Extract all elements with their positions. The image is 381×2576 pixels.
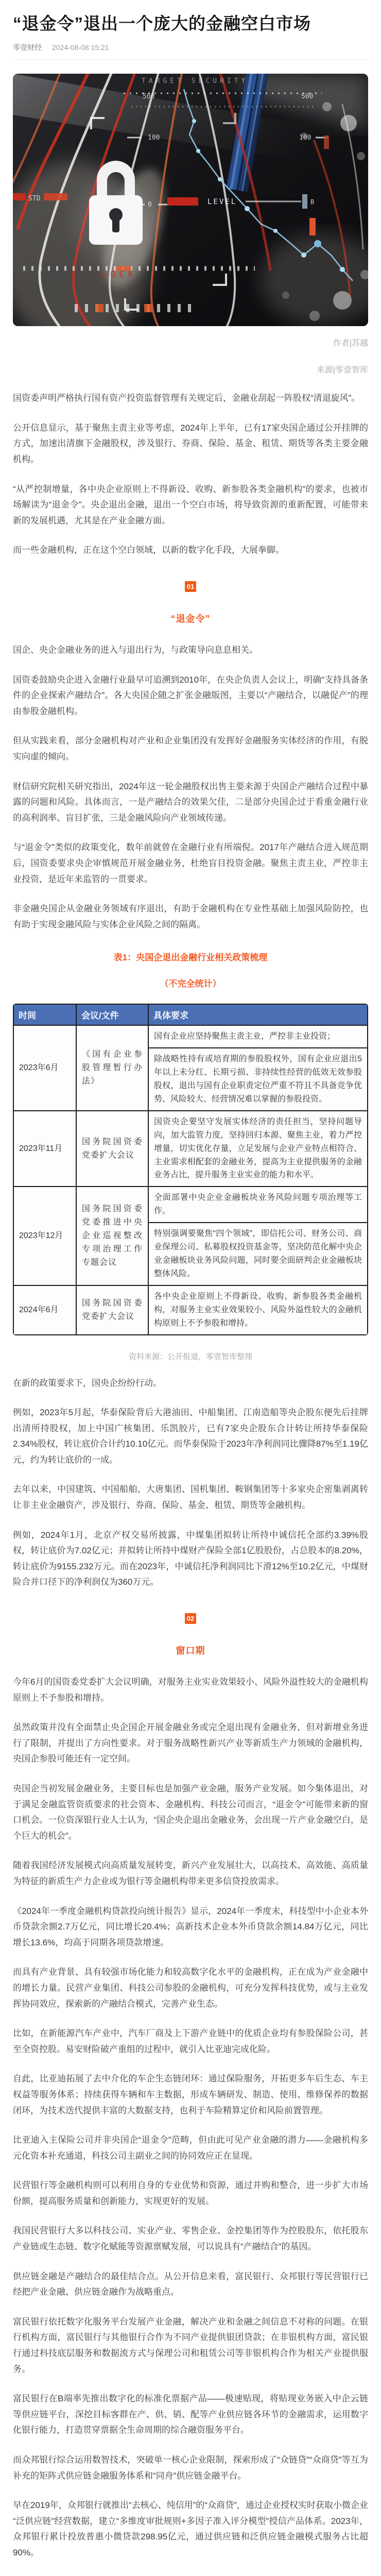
table-cell-requirement: 全面部署中央企业金融板块业务风险问题专项治理等工作。 <box>148 1187 368 1223</box>
paragraph: 供应链金融是产融结合的最佳结合点。从公开信息来看，富民银行、众邦银行等民营银行已经把产业金融、供应链金融作为战略重点。 <box>13 2271 368 2297</box>
paragraph: 今年6月的国资委党委扩大会议明确，对服务主业实业效果较小、风险外溢性较大的金融机构原则上不予参股和增持。 <box>13 1677 368 1703</box>
table-row <box>13 1111 368 1187</box>
byline <box>13 42 368 53</box>
table-cell-doc: 《国有企业参股管理暂行办法》 <box>76 1025 148 1111</box>
paragraph: 随着我国经济发展模式向高质量发展转变，新兴产业发展壮大，以高技术、高效能、高质量为特征的新质生产力企业或为银行等金融机构带来更多信贷投放需求。 <box>13 1860 368 1886</box>
paragraph: 《2024年一季度金融机构贷款投向统计报告》显示，2024年一季度末，科技型中小企业本外币贷款余额2.7万亿元，同比增长20.4%；高新技术企业本外币贷款余额14.84万亿元，同比增长13.6%，均高于同期各项贷款增速。 <box>13 1906 368 1947</box>
paragraph: 而一些金融机构，正在这个空白领域，以新的数字化手段，大展拳脚。 <box>13 545 284 555</box>
hero-image-canvas <box>13 74 368 326</box>
table-cell-requirement: 除战略性持有或培育期的参股股权外，国有企业应退出5年以上未分红、长期亏损、非持续性经营的低效无效参股股权，退出与国有企业职责定位严重不符且不具备竞争优势、风险较大、经营情况难以掌握的参股投资。 <box>148 1048 368 1111</box>
hero-dotted-title: TARGET SECURITY <box>142 77 249 86</box>
hero-level-label: LEVEL <box>207 198 237 207</box>
source-line: 来源|零壹智库 <box>316 366 368 375</box>
table-cell-requirement: 国有企业应坚持聚焦主责主业，严控非主业投资； <box>148 1025 368 1048</box>
hero-image <box>13 74 368 326</box>
paragraph: “从严控制增量，各中央企业原则上不得新设、收购、新参股各类金融机构”的要求，也被市场解读为“退金令”。央企退出金融，退出一个空白市场，将导致资源的重新配置，可能带来新的发展机遇，尤其是在产业金融方面。 <box>13 484 368 526</box>
table-cell-requirement: 特别强调要聚焦“四个领域”，即信托公司、财务公司、商业保理公司、私募股权投资基金等，坚决防范化解中央企业金融板块业务风险问题，同时要全面研判企业金融板块整体风险。 <box>148 1223 368 1285</box>
paragraph: 早在2019年，众邦银行就推出“去核心、纯信用”的“众商贷”，通过企业授权实时获取小微企业“泛供应链”经营数据，建立“多维度审批规则+多因子准入评分模型”授信产品体系。2023年，众邦银行累计投放普惠小微贷款298.95亿元，通过供应链和泛供应链金融模式服务占比超90%。 <box>13 2500 368 2557</box>
section-heading: “退金令” <box>170 613 211 624</box>
table-cell-time: 2023年12月 <box>13 1187 76 1285</box>
paragraph: 例如，2024年1月，北京产权交易所披露，中煤集团拟转让所持中诚信托全部约3.39%股权，转让底价为7.02亿元；并拟转让所持中煤财产保险全部1亿股股份，占总股本的8.20%，转让底价为9155.232万元。而在2023年，中诚信托净利润同比下滑12%至10.2亿元，中煤财险合并口径下的净利润仅为360万元。 <box>13 1530 368 1587</box>
hero-b-label: B <box>310 198 315 206</box>
paragraph: 在新的政策要求下，国央企纷纷行动。 <box>13 1378 162 1388</box>
hero-scale-100-right: 100 <box>299 134 311 142</box>
table-source-note: 资料来源：公开报道，零壹智库整理 <box>128 1352 252 1361</box>
paragraph: 虽然政策并没有全面禁止央企国企开展金融业务或完全退出现有金融业务，但对新增业务进行了限制，并提出了方向性要求。对于服务战略性新兴产业等新质生产力领域的金融机构，央国企参股可能还有一定空间。 <box>13 1722 368 1764</box>
article-body-rest <box>13 1376 368 2561</box>
table-col-req: 具体要求 <box>148 1004 368 1025</box>
table-row <box>13 1187 368 1223</box>
header-divider <box>13 59 368 60</box>
paragraph: 比如，在新能源汽车产业中，汽车厂商及上下游产业链中的优质企业均有参股保险公司，甚至全资控股。易安财险破产重组的过程中，就引入比亚迪完成化险。 <box>13 2028 368 2054</box>
paragraph: 财信研究院相关研究指出，2024年这一轮金融股权出售主要来源于央国企产融结合过程中暴露的问题和风险。具体而言，一是产融结合的效果欠佳，二是部分央国企过于看重金融行业的高利润率、盲目扩张，三是金融风险向产业领域传递。 <box>13 781 368 823</box>
hero-scale-100-left: 100 <box>148 134 160 142</box>
table-col-doc: 会议/文件 <box>76 1004 148 1025</box>
paragraph: 富民银行在B端率先推出数字化的标准化票据产品——极速贴现，将贴现业务嵌入中企云链等供应链平台，深挖目标客群在产、供、销、配等产业供应链各环节的金融需求，运用数字化银行能力，打造贯穿票据全生命周期的综合融资服务平台。 <box>13 2394 368 2435</box>
table-subtitle: （不完全统计） <box>160 979 221 989</box>
paragraph: 央国企当初发展金融业务，主要目标也是加强产业金融，服务产业发展。如今集体退出，对于满足金融监管资质要求的社会资本、金融机构、科技公司而言，“退金令”可能带来新的窗口机会。一位资深银行业人士认为，“国企央企退出金融业务，会出现一片产业金融空白，是个巨大的机会”。 <box>13 1784 368 1841</box>
paragraph: 去年以来，中国建筑、中国船舶、大唐集团、国机集团、鞍钢集团等十多家央企密集剥离转让非主业金融资产，涉及银行、券商、保险、基金、租赁、期货等金融机构。 <box>13 1484 368 1511</box>
table-cell-requirement: 国资央企要坚守发展实体经济的责任担当，坚持问题导向，加大监管力度，坚持回归本源、聚焦主业，着力严控增量，切实优化存量，立足发展与企业产业特点相符合、主业需求相配套的金融业务，提高为主业提供服务的金融业务占比，提升服务主业实业的能力和水平。 <box>148 1111 368 1187</box>
page-title: “退金令”退出一个庞大的金融空白市场 <box>13 14 311 33</box>
hero-lock-label: LOCK <box>101 269 137 280</box>
paragraph: 民营银行等金融机构则可以利用自身的专业优势和资源，通过并购和整合，进一步扩大市场份额，提高服务质量和创新能力，实现更好的发展。 <box>13 2180 368 2206</box>
paragraph: 而众邦银行综合运用数智技术，突破单一核心企业限制，探索形成了“众链贷”“众商贷”等互为补充的矩阵式供应链金融服务体系和“同舟”供应链金融平台。 <box>13 2455 368 2481</box>
article-body-intro <box>13 391 368 933</box>
hero-scale-500-right: 500 <box>301 93 314 101</box>
table-row <box>13 1285 368 1335</box>
paragraph: 国资委声明严格执行国有资产投资监督管理有关规定后，金融业刮起一阵股权“清退旋风”。 <box>13 393 360 403</box>
paragraph: 富民银行依托数字化服务平台发展产业金融，解决产业和金融之间信息不对称的问题。在银行机构方面，富民银行与其他银行合作为不同产业提供银团贷款；在非银机构方面，富民银行通过科技底层服务和数据流方式与保理公司和租赁公司等非银机构合作为相关产业提供服务。 <box>13 2316 368 2374</box>
paragraph: 公开信息显示，基于聚焦主责主业等考虑，2024年上半年，已有17家央国企通过公开挂牌的方式，加速出清旗下金融股权，涉及银行、券商、保险、基金、租赁、期货等各类主要金融机构。 <box>13 422 368 465</box>
paragraph: 而具有产业背景、具有较强市场化能力和较高数字化水平的金融机构，正在成为产业金融中的增长力量。民营产业集团、科技公司参股的金融机构，可充分发挥科技优势，或与主业发挥协同效应，探索新的产融结合模式，完善产业生态。 <box>13 1967 368 2009</box>
policy-table-wrap <box>13 1004 368 1335</box>
hero-std-label: STD <box>28 195 41 203</box>
section-heading: 窗口期 <box>176 1646 205 1656</box>
paragraph: 我国民营银行大多以科技公司、实业产业、零售企业、金控集团等作为控股股东，依托股东产业链或生态链、数字化赋能等资源禀赋发展，可以说具有“产融结合”的基因。 <box>13 2226 368 2252</box>
table-title: 表1：央国企退出金融行业相关政策梳理 <box>113 953 268 963</box>
paragraph: 非金融央国企从金融业务领域有序退出，有助于金融机构在专业性基础上加强风险防控，也有助于实现金融风险与实体企业风险之间的隔离。 <box>13 904 368 929</box>
table-cell-time: 2023年11月 <box>13 1111 76 1187</box>
table-cell-doc: 国务院国资委党委扩大会议 <box>76 1285 148 1335</box>
table-cell-requirement: 各中央企业原则上不得新设、收购、新参股各类金融机构，对服务主业实业效果较小、风险外溢性较大的金融机构原则上不予参股和增持。 <box>148 1285 368 1335</box>
paragraph: 与“退金令”类似的政策变化，数年前就曾在金融行业有所端倪。2017年产融结合进入规范期后，国资委要求央企审慎规范开展金融业务，杜绝盲目投资金融。聚焦主责主业，严控非主业投资，是近年来监管的一贯要求。 <box>13 842 368 884</box>
article-page <box>0 13 381 2576</box>
paragraph: 例如，2023年5月起，华泰保险背后大港油田、中船集团、江南造船等央企股东便先后挂牌出清所持股权，加上中国广核集团、乐凯胶片，已有7家央企股东合计转让所持华泰保险2.34%股权，转让底价合计约10.10亿元。而华泰保险于2023年净利润同比骤降87%至1.19亿元，约为转让底价的一成。 <box>13 1408 368 1465</box>
table-cell-time: 2024年6月 <box>13 1285 76 1335</box>
policy-table <box>13 1004 368 1335</box>
byline-datetime: 2024-08-08 15:21 <box>52 43 109 52</box>
policy-table-body <box>13 1025 368 1334</box>
hero-scale-500-left: 500 <box>143 93 155 101</box>
paragraph: 自此，比亚迪拓展了去中介化的车企生态链闭环：通过保险服务，开拓更多车后生态、车主权益等服务体系；持续获得车辆和车主数据，形成车辆研发、制造、使用、维修保养的数据闭环，为技术迭代提供丰富的大数据支持，也利于车险精算定价和风险前置管理。 <box>13 2074 368 2115</box>
article-meta <box>13 337 368 377</box>
section-number-badge: 01 <box>185 581 196 592</box>
hero-scale-0: 0 <box>148 201 152 209</box>
section-number-badge: 02 <box>185 1613 196 1624</box>
paragraph: 但从实践来看，部分金融机构对产业和企业集团没有发挥好金融服务实体经济的作用，有脱实向虚的倾向。 <box>13 736 368 761</box>
table-cell-doc: 国务院国资委党委扩大会议 <box>76 1111 148 1187</box>
table-col-time: 时间 <box>13 1004 76 1025</box>
paragraph: 国企、央企金融业务的进入与退出行为，与政策导向息息相关。 <box>13 645 258 655</box>
table-row <box>13 1025 368 1048</box>
paragraph: 比亚迪入主保险公司并非央国企“退金令”范畴，但由此可见产业金融的潜力——金融机构多元化资本补充通道，科技公司主副业之间的协同效应正在显现。 <box>13 2135 368 2161</box>
table-cell-time: 2023年6月 <box>13 1025 76 1111</box>
author-line: 作者|苏越 <box>333 339 368 348</box>
byline-source[interactable]: 零壹财经 <box>13 43 42 52</box>
table-cell-doc: 国务院国资委党委推进中央企业巡视整改专项治理工作专题会议 <box>76 1187 148 1285</box>
paragraph: 国资委鼓励央企进入金融行业最早可追溯到2010年，在央企负责人会议上，明确“支持具备条件的企业探索产融结合”。各大央国企随之扩张金融版图，主要以“产融结合，以融促产”的理由参股金融机构。 <box>13 674 368 716</box>
